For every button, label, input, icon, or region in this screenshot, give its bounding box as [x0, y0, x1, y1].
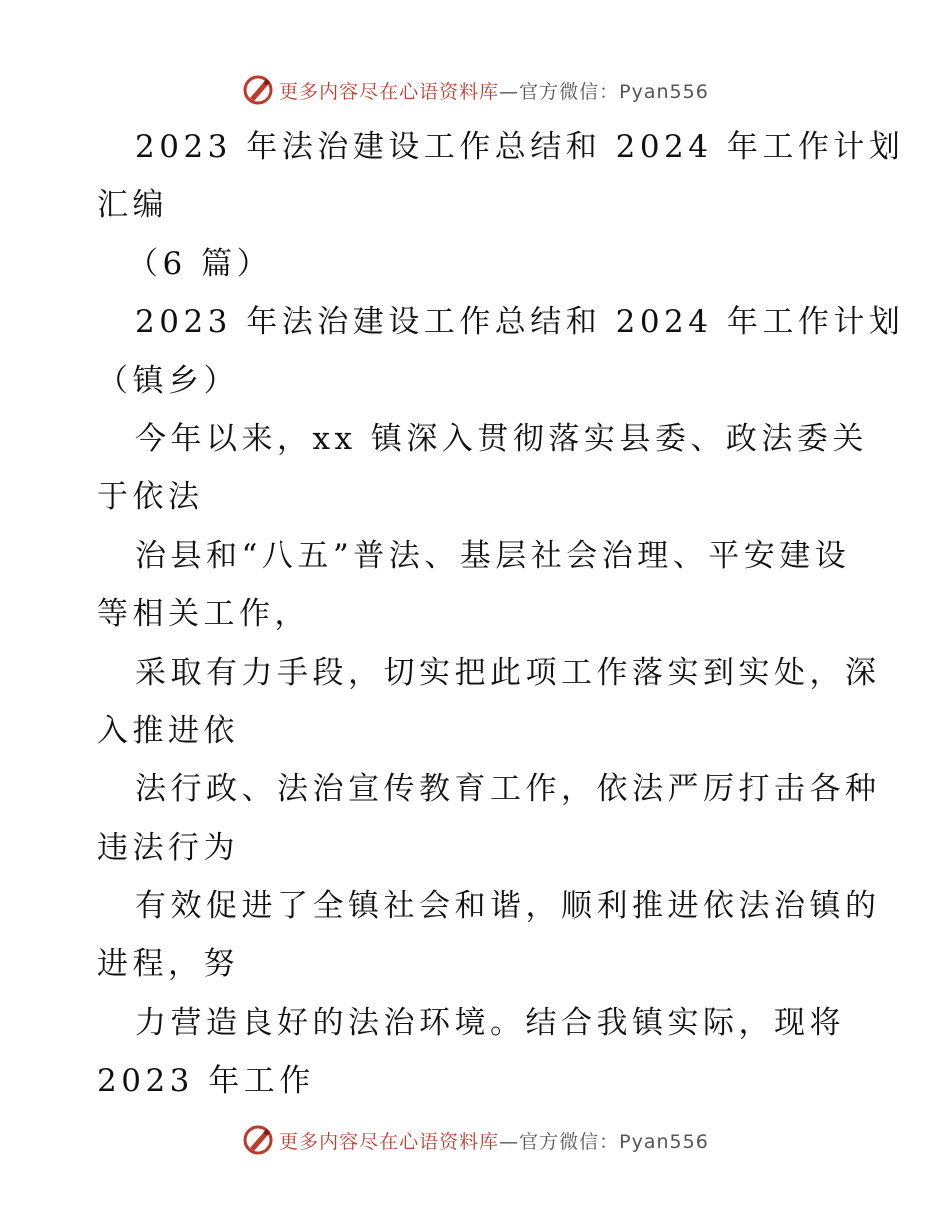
watermark-sub-text: —官方微信：Pyan556: [499, 1130, 709, 1153]
document-line: （6 篇）: [127, 245, 273, 282]
document-line: 入推进依: [97, 712, 239, 749]
document-line: 2023 年法治建设工作总结和 2024 年工作计划: [135, 304, 905, 341]
document-line: 于依法: [97, 479, 204, 516]
document-line: 汇编: [97, 187, 168, 224]
document-line: 治县和“八五”普法、基层社会治理、平安建设: [135, 537, 851, 574]
document-line: 采取有力手段，切实把此项工作落实到实处，深: [135, 654, 881, 691]
document-line: 力营造良好的法治环境。结合我镇实际，现将: [135, 1004, 845, 1041]
document-line: 有效促进了全镇社会和谐，顺利推进依法治镇的: [135, 888, 881, 925]
watermark-text: [279, 77, 709, 104]
document-line: 等相关工作，: [97, 596, 310, 633]
watermark-main-text: 更多内容尽在心语资料库: [279, 1130, 500, 1153]
watermark-sub-text: —官方微信：Pyan556: [499, 80, 709, 103]
document-line: 违法行为: [97, 829, 239, 866]
pen-circle-logo-icon: [241, 73, 275, 107]
watermark-main-text: 更多内容尽在心语资料库: [279, 80, 500, 103]
document-line: 2023 年工作: [97, 1063, 315, 1100]
document-line: 今年以来，xx 镇深入贯彻落实县委、政法委关: [135, 420, 868, 457]
document-line: 2023 年法治建设工作总结和 2024 年工作计划: [135, 129, 905, 165]
pen-circle-logo-icon: [241, 1123, 275, 1157]
document-line: 法行政、法治宣传教育工作，依法严厉打击各种: [135, 771, 881, 808]
document-line: 进程，努: [97, 946, 239, 983]
watermark-text: [279, 1127, 709, 1154]
document-line: （镇乡）: [97, 362, 239, 399]
document-body: [97, 118, 905, 1111]
header-watermark: [0, 70, 950, 110]
footer-watermark: [0, 1120, 950, 1160]
